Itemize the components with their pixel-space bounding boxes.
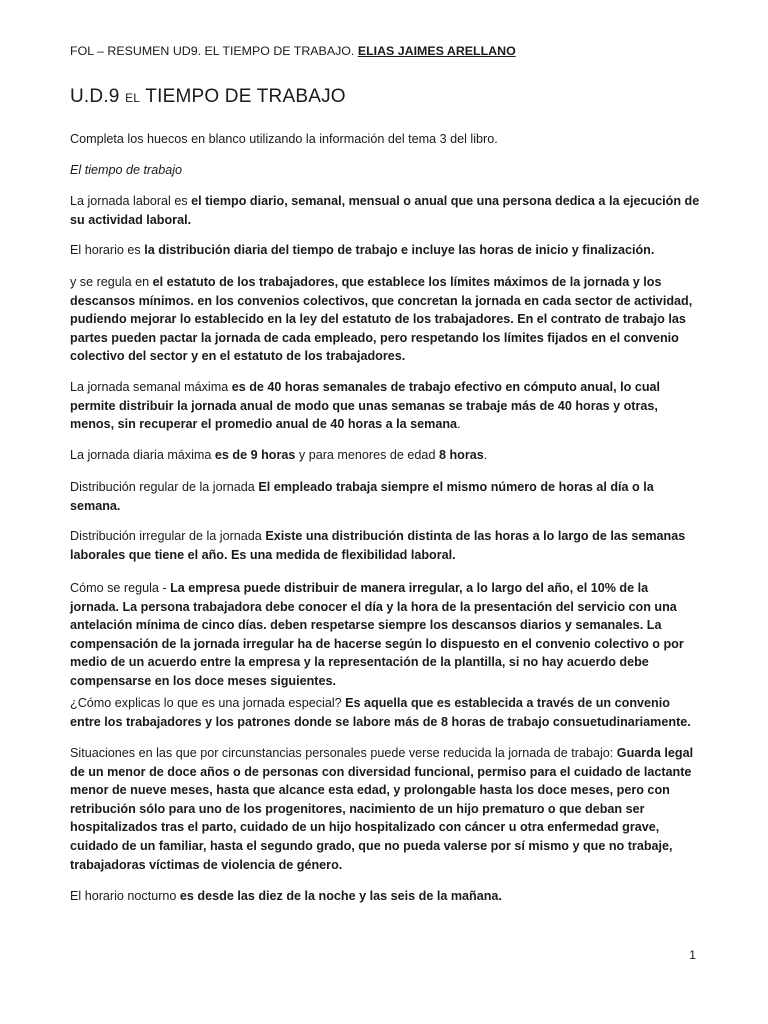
irregular-answer: Existe una distribución distinta de las horas a lo largo de las semanas laborales que tiene el año. Es una medida de flexibilidad laboral.: [70, 529, 686, 562]
como-label: Cómo se regula -: [70, 581, 167, 595]
diaria-label: La jornada diaria máxima: [70, 448, 212, 462]
diaria-mid: y para menores de edad: [298, 448, 436, 462]
horario-label: El horario es: [70, 243, 141, 257]
especial-label: ¿Cómo explicas lo que es una jornada especial?: [70, 696, 342, 710]
diaria-answer-minors: 8 horas: [438, 448, 484, 462]
nocturno-answer: es desde las diez de la noche y las seis de la mañana.: [179, 889, 502, 903]
section-title: El tiempo de trabajo: [70, 163, 183, 177]
paragraph-regular: [70, 478, 700, 515]
header-author: ELIAS JAIMES ARELLANO: [357, 44, 516, 58]
paragraph-situaciones: [70, 744, 700, 874]
paragraph-irregular: [70, 527, 700, 564]
paragraph-regula: [70, 273, 700, 366]
paragraph-jornada: [70, 192, 700, 229]
header-text: FOL – RESUMEN UD9. EL TIEMPO DE TRABAJO.: [70, 44, 355, 58]
title-topic: TIEMPO DE TRABAJO: [145, 86, 346, 107]
semanal-answer: es de 40 horas semanales de trabajo efectivo en cómputo anual, lo cual permite distribuir la jornada anual de modo que unas semanas se trabaje más de 40 horas y otras, menos, sin recuperar el promedio anual de 40 horas a la semana: [70, 380, 661, 432]
intro-text: Completa los huecos en blanco utilizando la información del tema 3 del libro.: [70, 132, 498, 146]
paragraph-nocturno: [70, 887, 700, 906]
diaria-answer: es de 9 horas: [214, 448, 296, 462]
especial-answer: Es aquella que es establecida a través de un convenio entre los trabajadores y los patrones donde se labore más de 8 horas de trabajo consuetudinariamente.: [70, 696, 691, 729]
irregular-label: Distribución irregular de la jornada: [70, 529, 262, 543]
title-unit: U.D.9: [70, 86, 120, 107]
jornada-label: La jornada laboral es: [70, 194, 188, 208]
semanal-label: La jornada semanal máxima: [70, 380, 229, 394]
page-title: [70, 88, 346, 108]
paragraph-especial: [70, 694, 700, 731]
semanal-end: .: [457, 417, 461, 432]
paragraph-horario: [70, 241, 700, 260]
paragraph-diaria: [70, 446, 700, 465]
regula-answer: el estatuto de los trabajadores, que establece los límites máximos de la jornada y los descansos mínimos. en los convenios colectivos, que concretan la jornada en cada sector de actividad, pudiendo mejorar lo establecido en la ley del estatuto de los trabajadores. En el contrato de trabajo las partes pueden pactar la jornada de cada empleado, pero respetando los límites fijados en el convenio colectivo del sector y en el estatuto de los trabajadores.: [70, 275, 693, 364]
paragraph-como-regula: [70, 579, 700, 691]
regula-label: y se regula en: [70, 275, 150, 289]
regular-answer: El empleado trabaja siempre el mismo número de horas al día o la semana.: [70, 480, 654, 513]
jornada-answer: el tiempo diario, semanal, mensual o anual que una persona dedica a la ejecución de su actividad laboral.: [70, 194, 700, 227]
diaria-end: .: [483, 448, 488, 462]
page-number: 1: [689, 948, 696, 962]
como-answer: La empresa puede distribuir de manera irregular, a lo largo del año, el 10% de la jornada. La persona trabajadora debe conocer el día y la hora de la presentación del servicio con una antelación mínima de cinco días. deben respetarse siempre los descansos diarios y semanales. La compensación de la jornada irregular ha de hacerse según lo dispuesto en el convenio colectivo o por medio de un acuerdo entre la empresa y la representación de la plantilla, si no hay acuerdo debe compensarse en los doce meses siguientes.: [70, 581, 684, 688]
regular-label: Distribución regular de la jornada: [70, 480, 255, 494]
intro-paragraph: [70, 130, 700, 149]
situaciones-answer: Guarda legal de un menor de doce años o de personas con diversidad funcional, permiso para el cuidado de lactante menor de nueve meses, hasta que alcance esta edad, y prolongable hasta los doce meses, pero con retribución sólo para uno de los progenitores, nacimiento de un hijo prematuro o que deban ser hospitalizados tras el parto, cuidado de un hijo hospitalizado con cáncer u otra enfermedad grave, cuidado de un familiar, hasta el segundo grado, que no pueda valerse por sí mismo y que no trabaje, trabajadoras víctimas de violencia de género.: [70, 746, 694, 872]
situaciones-label: Situaciones en las que por circunstancias personales puede verse reducida la jornada de trabajo:: [70, 746, 614, 760]
paragraph-semanal: [70, 378, 700, 434]
title-article: EL: [125, 91, 141, 105]
nocturno-label: El horario nocturno: [70, 889, 177, 903]
horario-answer: la distribución diaria del tiempo de trabajo e incluye las horas de inicio y finalización.: [144, 243, 655, 257]
section-heading: [70, 161, 700, 180]
page-header: [70, 42, 516, 61]
